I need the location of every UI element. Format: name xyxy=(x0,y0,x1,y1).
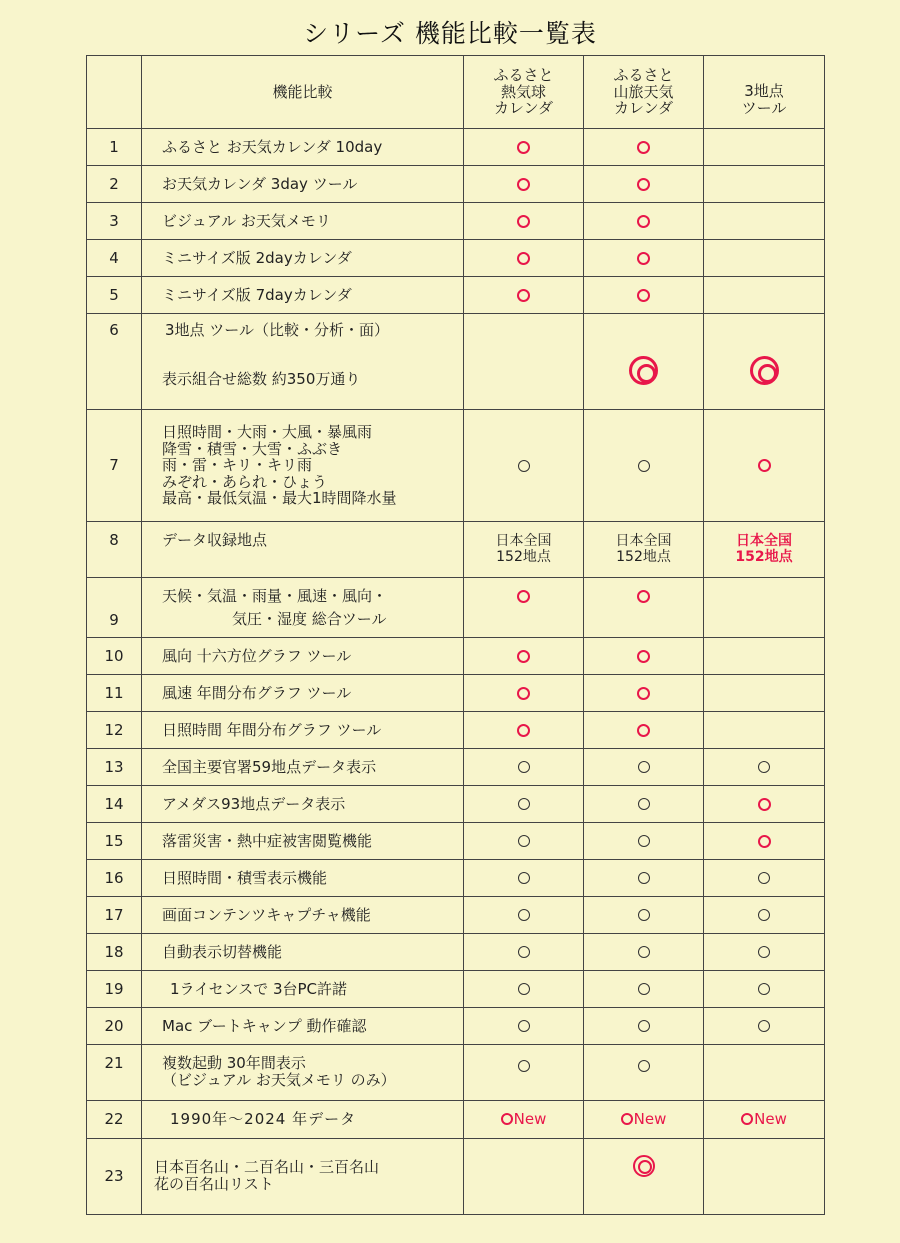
table-row xyxy=(87,638,825,675)
table-row xyxy=(87,860,825,897)
mark-cell xyxy=(704,971,825,1008)
red-circle-icon xyxy=(517,178,530,191)
row-number: 9 xyxy=(87,578,142,638)
red-circle-icon xyxy=(637,289,650,302)
new-badge-cell xyxy=(704,1101,825,1139)
mark-cell xyxy=(584,314,704,410)
row-number: 11 xyxy=(87,675,142,712)
red-circle-icon xyxy=(517,650,530,663)
double-circle-icon xyxy=(633,1155,655,1177)
red-circle-icon xyxy=(758,798,771,811)
row-number: 7 xyxy=(87,410,142,522)
circle-icon xyxy=(518,761,530,773)
table-row xyxy=(87,675,825,712)
mark-cell xyxy=(584,823,704,860)
row-number: 6 xyxy=(87,314,142,410)
row-number: 13 xyxy=(87,749,142,786)
circle-icon xyxy=(638,872,650,884)
header-row xyxy=(87,56,825,129)
circle-icon xyxy=(518,835,530,847)
row-number: 22 xyxy=(87,1101,142,1139)
circle-icon xyxy=(518,798,530,810)
location-line: 152地点 xyxy=(496,548,551,565)
feature-line: 花の百名山リスト xyxy=(154,1174,274,1193)
feature-line: 日照時間・大雨・大風・暴風雨 xyxy=(162,423,373,442)
circle-icon xyxy=(638,909,650,921)
circle-icon xyxy=(758,872,770,884)
mark-cell xyxy=(464,860,584,897)
table-row xyxy=(87,277,825,314)
mark-cell xyxy=(704,277,825,314)
mark-cell xyxy=(584,786,704,823)
circle-icon xyxy=(638,983,650,995)
mark-cell xyxy=(464,129,584,166)
table-row xyxy=(87,749,825,786)
circle-icon xyxy=(638,761,650,773)
feature-cell: ふるさと お天気カレンダ 10day xyxy=(142,129,464,166)
circle-icon xyxy=(518,983,530,995)
feature-line: 最高・最低気温・最大1時間降水量 xyxy=(162,489,397,508)
feature-line: 降雪・積雪・大雪・ふぶき xyxy=(162,439,343,458)
row-number: 16 xyxy=(87,860,142,897)
red-circle-icon xyxy=(758,459,771,472)
circle-icon xyxy=(638,1020,650,1032)
mark-cell xyxy=(704,166,825,203)
mark-cell xyxy=(464,410,584,522)
mark-cell xyxy=(704,240,825,277)
mark-cell xyxy=(464,166,584,203)
row-number: 1 xyxy=(87,129,142,166)
mark-cell xyxy=(464,897,584,934)
header-feature-label: 機能比較 xyxy=(272,82,333,101)
circle-icon xyxy=(518,1060,530,1072)
header-feature-cell xyxy=(142,56,464,129)
table-row xyxy=(87,203,825,240)
circle-icon xyxy=(758,946,770,958)
table-row xyxy=(87,314,825,410)
row-number: 14 xyxy=(87,786,142,823)
row-number: 10 xyxy=(87,638,142,675)
table-row xyxy=(87,129,825,166)
table-row xyxy=(87,1101,825,1139)
mark-cell xyxy=(584,166,704,203)
mark-cell xyxy=(584,129,704,166)
mark-cell xyxy=(704,1139,825,1215)
row-number: 15 xyxy=(87,823,142,860)
red-circle-icon xyxy=(637,215,650,228)
mark-cell xyxy=(584,1045,704,1101)
mark-cell xyxy=(704,749,825,786)
header-line: カレンダ xyxy=(613,99,674,118)
mark-cell xyxy=(584,638,704,675)
row-number: 2 xyxy=(87,166,142,203)
row-number: 19 xyxy=(87,971,142,1008)
feature-cell: Mac ブートキャンプ 動作確認 xyxy=(142,1008,464,1045)
mark-cell xyxy=(704,638,825,675)
feature-cell: 全国主要官署59地点データ表示 xyxy=(142,749,464,786)
mark-cell xyxy=(464,823,584,860)
row-number: 23 xyxy=(87,1139,142,1215)
row-number: 4 xyxy=(87,240,142,277)
mark-cell xyxy=(704,897,825,934)
table-row xyxy=(87,1139,825,1215)
page-title: シリーズ 機能比較一覧表 xyxy=(303,19,597,48)
location-line: 日本全国 xyxy=(736,532,792,549)
mark-cell xyxy=(584,749,704,786)
mark-cell xyxy=(584,277,704,314)
red-circle-icon xyxy=(517,141,530,154)
mark-cell xyxy=(584,675,704,712)
feature-cell: 風向 十六方位グラフ ツール xyxy=(142,638,464,675)
mark-cell xyxy=(584,410,704,522)
mark-cell xyxy=(464,675,584,712)
mark-cell xyxy=(704,314,825,410)
table-row xyxy=(87,934,825,971)
header-line: 山旅天気 xyxy=(613,82,674,101)
mark-cell xyxy=(464,712,584,749)
header-col-balloon xyxy=(464,56,584,129)
feature-cell: お天気カレンダ 3day ツール xyxy=(142,166,464,203)
circle-icon xyxy=(758,909,770,921)
feature-line: 天候・気温・雨量・風速・風向・ xyxy=(162,586,388,605)
mark-cell xyxy=(464,277,584,314)
feature-cell: データ収録地点 xyxy=(142,522,464,578)
mark-cell xyxy=(584,240,704,277)
header-line: 熱気球 xyxy=(500,82,546,101)
feature-line: 3地点 ツール（比較・分析・面） xyxy=(165,321,390,339)
location-cell xyxy=(584,522,704,578)
mark-cell xyxy=(704,129,825,166)
header-line: カレンダ xyxy=(493,99,554,118)
feature-line: 表示組合せ総数 約350万通り xyxy=(162,369,361,388)
table-row xyxy=(87,786,825,823)
row-number: 17 xyxy=(87,897,142,934)
red-circle-icon xyxy=(637,141,650,154)
header-line: ふるさと xyxy=(613,65,674,84)
table-row xyxy=(87,1008,825,1045)
circle-icon xyxy=(638,835,650,847)
red-circle-icon xyxy=(741,1113,753,1125)
mark-cell xyxy=(464,314,584,410)
feature-cell: 風速 年間分布グラフ ツール xyxy=(142,675,464,712)
mark-cell xyxy=(584,1008,704,1045)
mark-cell xyxy=(464,203,584,240)
red-circle-icon xyxy=(637,724,650,737)
mark-cell xyxy=(704,578,825,638)
mark-cell xyxy=(704,1008,825,1045)
feature-cell: ミニサイズ版 7dayカレンダ xyxy=(142,277,464,314)
red-circle-icon xyxy=(517,590,530,603)
red-circle-icon xyxy=(637,650,650,663)
row-number: 8 xyxy=(87,522,142,578)
mark-cell xyxy=(704,786,825,823)
red-circle-icon xyxy=(517,724,530,737)
location-cell xyxy=(464,522,584,578)
red-circle-icon xyxy=(637,178,650,191)
mark-cell xyxy=(464,1045,584,1101)
new-label: New xyxy=(513,1110,547,1129)
feature-cell xyxy=(142,410,464,522)
feature-cell: 1ライセンスで 3台PC許諾 xyxy=(142,971,464,1008)
row-number: 3 xyxy=(87,203,142,240)
table-row xyxy=(87,166,825,203)
location-line: 152地点 xyxy=(616,548,671,565)
table-row xyxy=(87,522,825,578)
mark-cell xyxy=(584,860,704,897)
double-circle-icon xyxy=(750,356,779,385)
mark-cell xyxy=(464,1008,584,1045)
red-circle-icon xyxy=(637,590,650,603)
location-line: 152地点 xyxy=(735,548,793,565)
red-circle-icon xyxy=(517,289,530,302)
header-col-mountain xyxy=(584,56,704,129)
red-circle-icon xyxy=(517,687,530,700)
red-circle-icon xyxy=(637,687,650,700)
table-row xyxy=(87,410,825,522)
mark-cell xyxy=(584,1139,704,1215)
mark-cell xyxy=(464,786,584,823)
circle-icon xyxy=(758,1020,770,1032)
table-row xyxy=(87,240,825,277)
circle-icon xyxy=(518,460,530,472)
new-badge-cell xyxy=(464,1101,584,1139)
feature-cell: 画面コンテンツキャプチャ機能 xyxy=(142,897,464,934)
feature-line: みぞれ・あられ・ひょう xyxy=(162,472,328,491)
mark-cell xyxy=(704,934,825,971)
header-line: ツール xyxy=(741,99,787,117)
table-row xyxy=(87,823,825,860)
comparison-table xyxy=(86,55,825,1215)
row-number: 5 xyxy=(87,277,142,314)
red-circle-icon xyxy=(517,215,530,228)
circle-icon xyxy=(638,1060,650,1072)
location-cell xyxy=(704,522,825,578)
mark-cell xyxy=(584,578,704,638)
feature-cell: 自動表示切替機能 xyxy=(142,934,464,971)
mark-cell xyxy=(704,675,825,712)
red-circle-icon xyxy=(501,1113,513,1125)
row-number: 18 xyxy=(87,934,142,971)
mark-cell xyxy=(704,203,825,240)
new-label: New xyxy=(754,1110,787,1129)
mark-cell xyxy=(584,897,704,934)
feature-cell: 日照時間 年間分布グラフ ツール xyxy=(142,712,464,749)
table-row xyxy=(87,897,825,934)
feature-line: （ビジュアル お天気メモリ のみ） xyxy=(162,1070,396,1089)
mark-cell xyxy=(584,971,704,1008)
mark-cell xyxy=(584,712,704,749)
location-line: 日本全国 xyxy=(495,532,552,549)
mark-cell xyxy=(704,823,825,860)
circle-icon xyxy=(638,946,650,958)
mark-cell xyxy=(464,638,584,675)
circle-icon xyxy=(758,983,770,995)
feature-cell: 日照時間・積雪表示機能 xyxy=(142,860,464,897)
mark-cell xyxy=(584,203,704,240)
mark-cell xyxy=(704,1045,825,1101)
circle-icon xyxy=(518,946,530,958)
mark-cell xyxy=(704,860,825,897)
mark-cell xyxy=(464,971,584,1008)
feature-cell xyxy=(142,1139,464,1215)
red-circle-icon xyxy=(621,1113,633,1125)
header-line: 3地点 xyxy=(744,82,784,101)
mark-cell xyxy=(464,240,584,277)
mark-cell xyxy=(464,1139,584,1215)
row-number: 21 xyxy=(87,1045,142,1101)
feature-cell: ビジュアル お天気メモリ xyxy=(142,203,464,240)
red-circle-icon xyxy=(758,835,771,848)
row-number: 12 xyxy=(87,712,142,749)
mark-cell xyxy=(464,578,584,638)
table-row xyxy=(87,578,825,638)
circle-icon xyxy=(638,460,650,472)
circle-icon xyxy=(638,798,650,810)
red-circle-icon xyxy=(517,252,530,265)
row-number: 20 xyxy=(87,1008,142,1045)
feature-line: 気圧・湿度 総合ツール xyxy=(232,609,387,628)
double-circle-icon xyxy=(629,356,658,385)
new-label: New xyxy=(633,1110,667,1129)
table-row xyxy=(87,712,825,749)
mark-cell xyxy=(464,934,584,971)
feature-cell: アメダス93地点データ表示 xyxy=(142,786,464,823)
red-circle-icon xyxy=(637,252,650,265)
feature-line: 複数起動 30年間表示 xyxy=(162,1054,306,1072)
location-line: 日本全国 xyxy=(615,532,672,549)
feature-cell: 落雷災害・熱中症被害閲覧機能 xyxy=(142,823,464,860)
header-col-3point xyxy=(704,56,825,129)
feature-cell: 1990年～2024 年データ xyxy=(142,1101,464,1139)
circle-icon xyxy=(518,1020,530,1032)
mark-cell xyxy=(464,749,584,786)
mark-cell xyxy=(704,410,825,522)
feature-cell xyxy=(142,1045,464,1101)
circle-icon xyxy=(518,909,530,921)
table-row xyxy=(87,1045,825,1101)
header-line: ふるさと xyxy=(493,65,554,84)
header-num-cell xyxy=(87,56,142,129)
mark-cell xyxy=(584,934,704,971)
feature-cell xyxy=(142,314,464,410)
circle-icon xyxy=(518,872,530,884)
feature-cell xyxy=(142,578,464,638)
feature-cell: ミニサイズ版 2dayカレンダ xyxy=(142,240,464,277)
new-badge-cell xyxy=(584,1101,704,1139)
feature-line: 日本百名山・二百名山・三百名山 xyxy=(154,1158,380,1176)
mark-cell xyxy=(704,712,825,749)
feature-line: 雨・雷・キリ・キリ雨 xyxy=(162,456,313,475)
table-row xyxy=(87,971,825,1008)
circle-icon xyxy=(758,761,770,773)
